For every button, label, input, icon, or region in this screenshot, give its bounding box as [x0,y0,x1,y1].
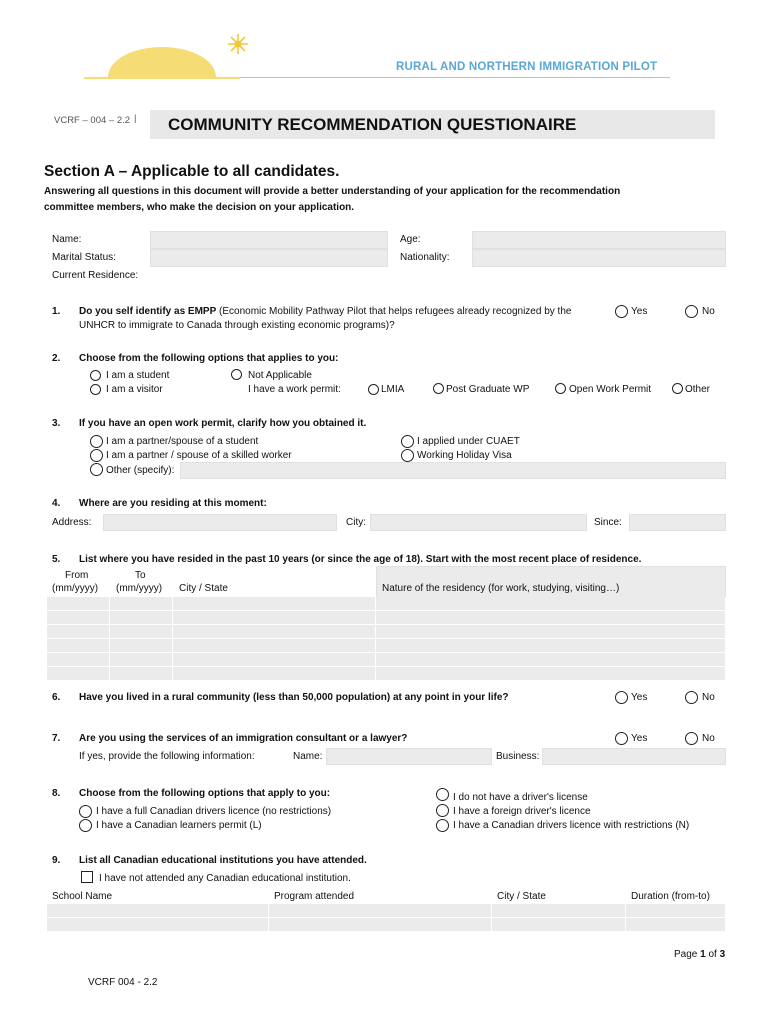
q9-col-program: Program attended [274,891,355,902]
header-brand: RURAL AND NORTHERN IMMIGRATION PILOT [396,61,658,73]
q5-col-to: To [135,570,146,581]
q3-text: If you have an open work permit, clarify how you obtained it. [79,418,367,429]
q5-col-from-fmt: (mm/yyyy) [52,583,99,594]
q6-yes-radio[interactable] [615,691,628,704]
q2-na-label: Not Applicable [248,370,312,381]
table-row[interactable] [47,625,725,639]
header-brand-line [240,77,670,78]
q7-no-radio[interactable] [685,732,698,745]
q7-yes-label: Yes [631,733,648,744]
section-intro-2: committee members, who make the decision on your application. [44,202,355,213]
q8-restricted-label: I have a Canadian drivers licence with restrictions (N) [453,820,690,831]
q3-other-radio[interactable] [90,463,103,476]
q7-no-label: No [702,733,715,744]
table-row[interactable] [47,904,725,918]
q1-text-rest: (Economic Mobility Pathway Pilot that helps refugees already recognized by the [216,306,572,317]
q1-text-bold: Do you self identify as EMPP [79,306,217,317]
q4-city-field[interactable] [370,514,587,531]
q1-number: 1. [52,306,61,317]
q2-other-label: Other [685,384,711,395]
q5-col-city: City / State [179,583,228,594]
q2-visitor-label: I am a visitor [106,384,163,395]
q8-learner-label: I have a Canadian learners permit (L) [96,820,262,831]
q3-other-label: Other (specify): [106,465,175,476]
q6-text: Have you lived in a rural community (less than 50,000 population) at any point in your life? [79,692,509,703]
q7-number: 7. [52,733,61,744]
page-prefix: Page [674,949,701,960]
table-row[interactable] [47,639,725,653]
q3-partner-radio[interactable] [90,435,103,448]
table-row[interactable] [47,918,725,932]
q4-number: 4. [52,498,61,509]
q9-none-label: I have not attended any Canadian educational institution. [99,873,351,884]
q7-name-field[interactable] [326,748,492,765]
q9-none-checkbox[interactable] [81,871,93,883]
q2-text: Choose from the following options that applies to you: [79,353,339,364]
q9-col-city: City / State [497,891,546,902]
table-row[interactable] [47,611,725,625]
table-row[interactable] [47,653,725,667]
q1-no-radio[interactable] [685,305,698,318]
age-label: Age: [400,234,421,245]
page-number [674,949,725,960]
q8-none-radio[interactable] [436,788,449,801]
section-intro-1: Answering all questions in this document will provide a better understanding of your application for the recommendation [44,186,621,197]
q7-business-field[interactable] [542,748,726,765]
q9-col-school: School Name [52,891,113,902]
q3-number: 3. [52,418,61,429]
q2-pgwp-radio[interactable] [433,383,444,394]
q1-no-label: No [702,306,715,317]
q4-city-label: City: [346,517,366,528]
q1-text [79,306,571,317]
marital-field[interactable] [150,249,388,267]
q5-text: List where you have resided in the past 10 years (or since the age of 18). Start with the most recent place of residence. [79,554,642,565]
q3-partner-label: I am a partner/spouse of a student [106,436,259,447]
q2-na-radio[interactable] [231,369,242,380]
q7-followup: If yes, provide the following information: [79,751,255,762]
form-code-separator: | [134,113,137,124]
form-code: VCRF – 004 – 2.2 [54,115,131,126]
q2-work-permit-label: I have a work permit: [248,384,341,395]
q3-other-field[interactable] [180,462,726,479]
q6-no-radio[interactable] [685,691,698,704]
q7-text: Are you using the services of an immigration consultant or a lawyer? [79,733,408,744]
q4-text: Where are you residing at this moment: [79,498,267,509]
nationality-label: Nationality: [400,252,450,263]
q1-yes-radio[interactable] [615,305,628,318]
q8-none-label: I do not have a driver's license [453,792,588,803]
section-heading: Section A – Applicable to all candidates. [44,163,340,180]
q8-number: 8. [52,788,61,799]
q4-address-field[interactable] [103,514,337,531]
q7-yes-radio[interactable] [615,732,628,745]
q9-number: 9. [52,855,61,866]
q2-pgwp-label: Post Graduate WP [446,384,530,395]
page-total: 3 [719,949,726,960]
q8-foreign-label: I have a foreign driver's licence [453,806,591,817]
q8-foreign-radio[interactable] [436,804,449,817]
q8-full-label: I have a full Canadian drivers licence (no restrictions) [96,806,332,817]
marital-label: Marital Status: [52,252,116,263]
q5-number: 5. [52,554,61,565]
q3-cuaet-radio[interactable] [401,435,414,448]
sunrise-logo-icon [80,30,260,82]
q3-whv-label: Working Holiday Visa [417,450,512,461]
q4-address-label: Address: [52,517,92,528]
page-title: COMMUNITY RECOMMENDATION QUESTIONAIRE [168,115,577,134]
name-label: Name: [52,234,82,245]
q8-text: Choose from the following options that apply to you: [79,788,331,799]
residence-label: Current Residence: [52,270,139,281]
q7-business-label: Business: [496,751,540,762]
q3-whv-radio[interactable] [401,449,414,462]
q3-skilled-radio[interactable] [90,449,103,462]
q6-number: 6. [52,692,61,703]
name-field[interactable] [150,231,388,249]
page-of: of [705,949,720,960]
q3-cuaet-label: I applied under CUAET [417,436,520,447]
q6-yes-label: Yes [631,692,648,703]
q2-number: 2. [52,353,61,364]
footer-code: VCRF 004 - 2.2 [88,977,158,988]
q8-restricted-radio[interactable] [436,819,449,832]
q2-student-radio[interactable] [90,370,101,381]
q3-skilled-label: I am a partner / spouse of a skilled worker [106,450,292,461]
q2-other-radio[interactable] [672,383,683,394]
q4-since-label: Since: [594,517,622,528]
q9-text: List all Canadian educational institutions you have attended. [79,855,367,866]
q6-no-label: No [702,692,715,703]
table-row[interactable] [47,667,725,681]
q2-owp-radio[interactable] [555,383,566,394]
page-current: 1 [700,949,706,960]
q8-full-radio[interactable] [79,805,92,818]
q4-since-field[interactable] [629,514,726,531]
q2-visitor-radio[interactable] [90,384,101,395]
nationality-field[interactable] [472,249,726,267]
q5-col-from: From [65,570,89,581]
q2-lmia-label: LMIA [381,384,405,395]
q9-col-duration: Duration (from-to) [631,891,710,902]
q1-yes-label: Yes [631,306,648,317]
q7-name-label: Name: [293,751,323,762]
q2-lmia-radio[interactable] [368,384,379,395]
q5-col-nature: Nature of the residency (for work, studying, visiting…) [382,583,620,594]
q2-student-label: I am a student [106,370,170,381]
table-row[interactable] [47,597,725,611]
q8-learner-radio[interactable] [79,819,92,832]
age-field[interactable] [472,231,726,249]
q1-text-line2: UNHCR to immigrate to Canada through existing economic programs)? [79,320,395,331]
q5-col-to-fmt: (mm/yyyy) [116,583,163,594]
q2-owp-label: Open Work Permit [569,384,652,395]
